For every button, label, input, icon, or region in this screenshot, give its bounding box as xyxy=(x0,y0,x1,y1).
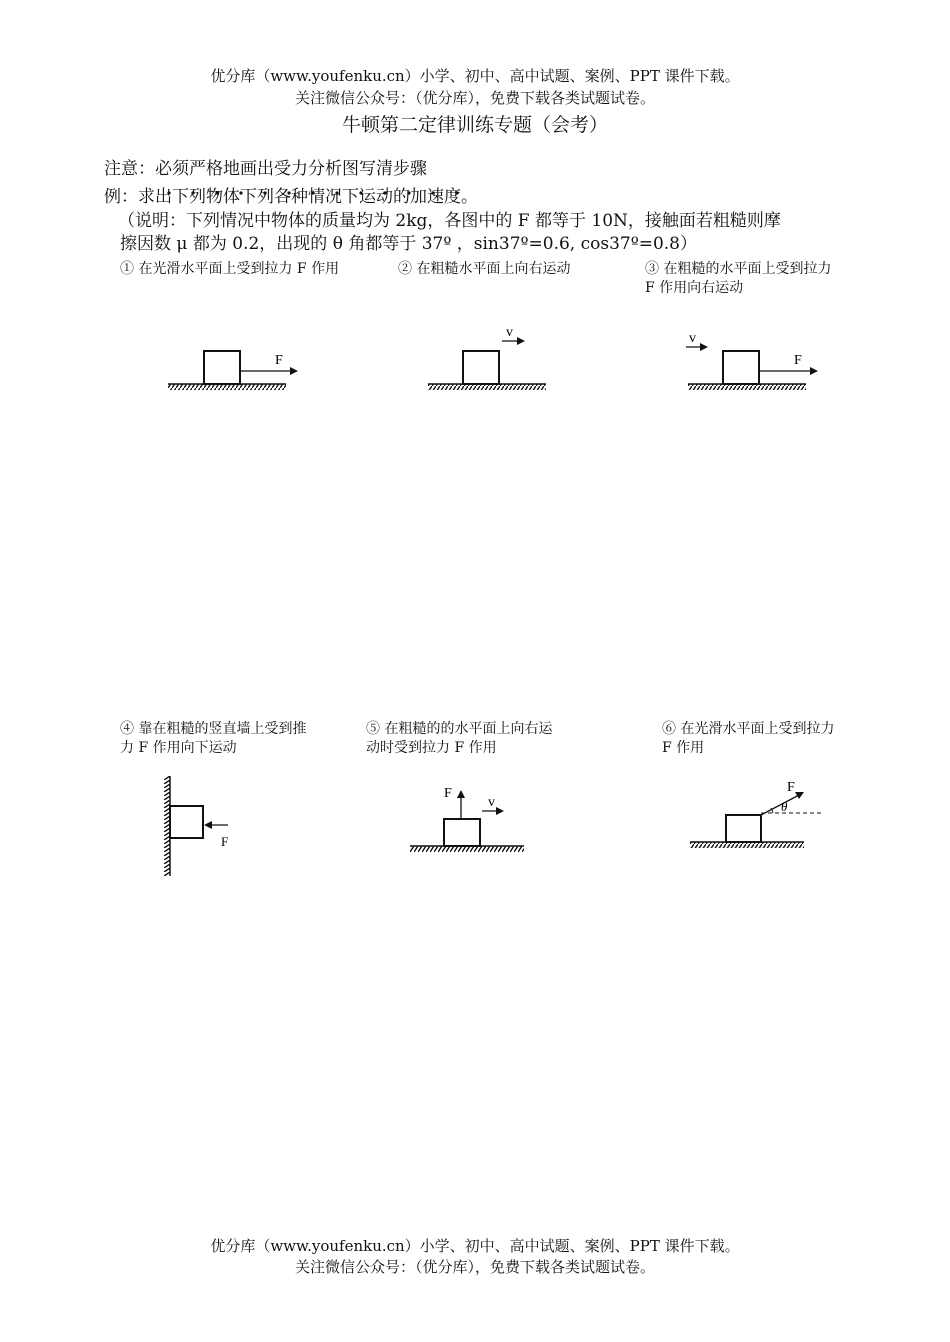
example-text: 例：求出下列物体下列各种情况下运动的加速度。 xyxy=(104,187,478,207)
case-4-label: ④ 靠在粗糙的竖直墙上受到推力 F 作用向下运动 xyxy=(120,721,307,756)
header-line-2: 关注微信公众号：（优分库），免费下载各类试题试卷。 xyxy=(294,89,655,107)
figure-4 xyxy=(158,772,248,880)
figure-3 xyxy=(680,320,830,400)
velocity-label: v xyxy=(488,795,495,810)
block xyxy=(726,815,761,842)
header-line-1: 优分库（www.youfenku.cn）小学、初中、高中试题、案例、PPT 课件下载。 xyxy=(210,67,740,85)
block xyxy=(170,806,203,838)
case-3-label: ③ 在粗糙的水平面上受到拉力 F 作用向右运动 xyxy=(645,261,832,296)
case-2-label: ② 在粗糙水平面上向右运动 xyxy=(398,261,571,277)
note-text: 注意：必须严格地画出受力分析图写清步骤 xyxy=(104,159,427,179)
block xyxy=(463,351,499,384)
force-label: F xyxy=(221,834,229,849)
figure-1 xyxy=(160,340,310,400)
velocity-label: v xyxy=(689,331,696,346)
case-1-label: ① 在光滑水平面上受到拉力 F 作用 xyxy=(120,261,340,277)
force-label: F xyxy=(787,780,795,795)
figure-5 xyxy=(402,780,542,860)
footer-line-1: 优分库（www.youfenku.cn）小学、初中、高中试题、案例、PPT 课件下载。 xyxy=(210,1237,740,1255)
force-label: F xyxy=(444,786,452,801)
case-5-label: ⑤ 在粗糙的的水平面上向右运动时受到拉力 F 作用 xyxy=(366,721,553,756)
block xyxy=(723,351,759,384)
theta-label: θ xyxy=(781,799,788,814)
block xyxy=(444,819,480,846)
force-label: F xyxy=(275,353,283,368)
figure-6 xyxy=(682,772,832,856)
velocity-label: v xyxy=(506,325,513,340)
case-6-label: ⑥ 在光滑水平面上受到拉力 F 作用 xyxy=(662,721,835,756)
force-label: F xyxy=(794,353,802,368)
explain-line-1: （说明：下列情况中物体的质量均为 2kg，各图中的 F 都等于 10N，接触面若粗糙则摩 xyxy=(118,211,781,231)
page-title: 牛顿第二定律训练专题（会考） xyxy=(341,114,608,136)
block xyxy=(204,351,240,384)
explain-line-2: 擦因数 μ 都为 0.2，出现的 θ 角都等于 37º ，sin37º=0.6, cos37º=0.8） xyxy=(120,234,697,254)
footer-line-2: 关注微信公众号：（优分库），免费下载各类试题试卷。 xyxy=(294,1258,655,1276)
figure-2 xyxy=(420,320,560,400)
